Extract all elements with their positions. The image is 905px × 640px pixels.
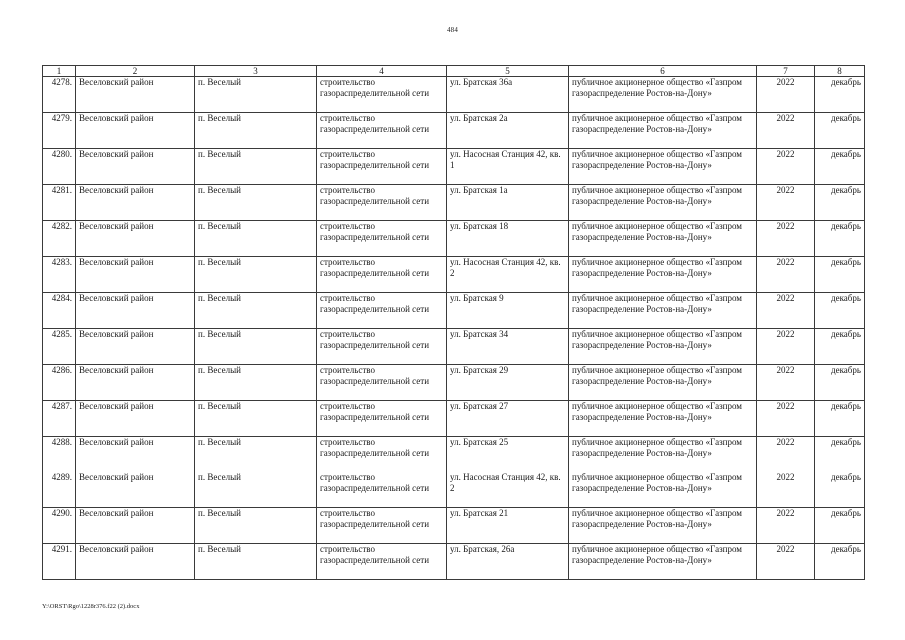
district-cell: Веселовский район xyxy=(76,77,195,113)
year-cell: 2022 xyxy=(757,508,815,544)
table-row xyxy=(43,77,865,113)
file-path: Y:\ORST\Rgo\1228r376.f22 (2).docx xyxy=(42,603,140,610)
address-cell: ул. Насосная Станция 42, кв. 1 xyxy=(447,149,569,185)
district-cell: Веселовский район xyxy=(76,472,195,508)
locality-cell: п. Веселый xyxy=(195,293,317,329)
month-cell: декабрь xyxy=(815,293,865,329)
year-cell: 2022 xyxy=(757,185,815,221)
month-cell: декабрь xyxy=(815,544,865,580)
address-cell: ул. Братская 34 xyxy=(447,329,569,365)
organization-cell: публичное акционерное общество «Газпром газораспределение Ростов-на-Дону» xyxy=(569,508,757,544)
district-cell: Веселовский район xyxy=(76,401,195,437)
column-header: 5 xyxy=(447,66,569,77)
locality-cell: п. Веселый xyxy=(195,149,317,185)
locality-cell: п. Веселый xyxy=(195,77,317,113)
month-cell: декабрь xyxy=(815,508,865,544)
work-type-cell: строительство газораспределительной сети xyxy=(317,329,447,365)
column-header: 8 xyxy=(815,66,865,77)
organization-cell: публичное акционерное общество «Газпром газораспределение Ростов-на-Дону» xyxy=(569,544,757,580)
address-cell: ул. Братская 29 xyxy=(447,365,569,401)
month-cell: декабрь xyxy=(815,113,865,149)
month-cell: декабрь xyxy=(815,401,865,437)
column-header: 7 xyxy=(757,66,815,77)
row-number: 4282. xyxy=(43,221,76,257)
table-row xyxy=(43,113,865,149)
month-cell: декабрь xyxy=(815,185,865,221)
table-row xyxy=(43,401,865,437)
row-number: 4289. xyxy=(43,472,76,508)
row-number: 4283. xyxy=(43,257,76,293)
year-cell: 2022 xyxy=(757,113,815,149)
table-row xyxy=(43,293,865,329)
table-row xyxy=(43,149,865,185)
month-cell: декабрь xyxy=(815,365,865,401)
address-cell: ул. Братская 1а xyxy=(447,185,569,221)
row-number: 4290. xyxy=(43,508,76,544)
table-row xyxy=(43,437,865,473)
organization-cell: публичное акционерное общество «Газпром газораспределение Ростов-на-Дону» xyxy=(569,257,757,293)
header-row xyxy=(43,66,865,77)
work-type-cell: строительство газораспределительной сети xyxy=(317,257,447,293)
table-row xyxy=(43,365,865,401)
district-cell: Веселовский район xyxy=(76,508,195,544)
month-cell: декабрь xyxy=(815,329,865,365)
table-row xyxy=(43,329,865,365)
row-number: 4291. xyxy=(43,544,76,580)
table-row xyxy=(43,185,865,221)
locality-cell: п. Веселый xyxy=(195,401,317,437)
organization-cell: публичное акционерное общество «Газпром газораспределение Ростов-на-Дону» xyxy=(569,113,757,149)
organization-cell: публичное акционерное общество «Газпром газораспределение Ростов-на-Дону» xyxy=(569,437,757,473)
district-cell: Веселовский район xyxy=(76,149,195,185)
work-type-cell: строительство газораспределительной сети xyxy=(317,185,447,221)
locality-cell: п. Веселый xyxy=(195,329,317,365)
work-type-cell: строительство газораспределительной сети xyxy=(317,365,447,401)
table-body xyxy=(43,77,865,580)
district-cell: Веселовский район xyxy=(76,185,195,221)
year-cell: 2022 xyxy=(757,329,815,365)
organization-cell: публичное акционерное общество «Газпром газораспределение Ростов-на-Дону» xyxy=(569,77,757,113)
work-type-cell: строительство газораспределительной сети xyxy=(317,77,447,113)
column-header: 3 xyxy=(195,66,317,77)
locality-cell: п. Веселый xyxy=(195,508,317,544)
locality-cell: п. Веселый xyxy=(195,544,317,580)
year-cell: 2022 xyxy=(757,401,815,437)
data-table xyxy=(42,65,865,580)
organization-cell: публичное акционерное общество «Газпром газораспределение Ростов-на-Дону» xyxy=(569,365,757,401)
table-row xyxy=(43,257,865,293)
year-cell: 2022 xyxy=(757,437,815,473)
column-header: 6 xyxy=(569,66,757,77)
locality-cell: п. Веселый xyxy=(195,185,317,221)
district-cell: Веселовский район xyxy=(76,257,195,293)
district-cell: Веселовский район xyxy=(76,113,195,149)
address-cell: ул. Братская 27 xyxy=(447,401,569,437)
table-row xyxy=(43,221,865,257)
row-number: 4278. xyxy=(43,77,76,113)
row-number: 4281. xyxy=(43,185,76,221)
locality-cell: п. Веселый xyxy=(195,437,317,473)
work-type-cell: строительство газораспределительной сети xyxy=(317,472,447,508)
row-number: 4279. xyxy=(43,113,76,149)
row-number: 4287. xyxy=(43,401,76,437)
row-number: 4286. xyxy=(43,365,76,401)
organization-cell: публичное акционерное общество «Газпром газораспределение Ростов-на-Дону» xyxy=(569,185,757,221)
organization-cell: публичное акционерное общество «Газпром газораспределение Ростов-на-Дону» xyxy=(569,149,757,185)
row-number: 4284. xyxy=(43,293,76,329)
work-type-cell: строительство газораспределительной сети xyxy=(317,508,447,544)
table-row xyxy=(43,544,865,580)
month-cell: декабрь xyxy=(815,77,865,113)
month-cell: декабрь xyxy=(815,472,865,508)
organization-cell: публичное акционерное общество «Газпром газораспределение Ростов-на-Дону» xyxy=(569,472,757,508)
address-cell: ул. Братская, 26а xyxy=(447,544,569,580)
work-type-cell: строительство газораспределительной сети xyxy=(317,401,447,437)
address-cell: ул. Насосная Станция 42, кв. 2 xyxy=(447,257,569,293)
organization-cell: публичное акционерное общество «Газпром газораспределение Ростов-на-Дону» xyxy=(569,221,757,257)
work-type-cell: строительство газораспределительной сети xyxy=(317,113,447,149)
locality-cell: п. Веселый xyxy=(195,472,317,508)
locality-cell: п. Веселый xyxy=(195,113,317,149)
column-header: 2 xyxy=(76,66,195,77)
month-cell: декабрь xyxy=(815,437,865,473)
year-cell: 2022 xyxy=(757,293,815,329)
organization-cell: публичное акционерное общество «Газпром газораспределение Ростов-на-Дону» xyxy=(569,329,757,365)
district-cell: Веселовский район xyxy=(76,544,195,580)
district-cell: Веселовский район xyxy=(76,437,195,473)
work-type-cell: строительство газораспределительной сети xyxy=(317,544,447,580)
organization-cell: публичное акционерное общество «Газпром газораспределение Ростов-на-Дону» xyxy=(569,401,757,437)
column-header: 1 xyxy=(43,66,76,77)
work-type-cell: строительство газораспределительной сети xyxy=(317,221,447,257)
work-type-cell: строительство газораспределительной сети xyxy=(317,149,447,185)
month-cell: декабрь xyxy=(815,221,865,257)
month-cell: декабрь xyxy=(815,257,865,293)
year-cell: 2022 xyxy=(757,149,815,185)
year-cell: 2022 xyxy=(757,472,815,508)
work-type-cell: строительство газораспределительной сети xyxy=(317,437,447,473)
year-cell: 2022 xyxy=(757,365,815,401)
address-cell: ул. Насосная Станция 42, кв. 2 xyxy=(447,472,569,508)
district-cell: Веселовский район xyxy=(76,221,195,257)
district-cell: Веселовский район xyxy=(76,293,195,329)
page-number: 484 xyxy=(446,26,459,34)
row-number: 4285. xyxy=(43,329,76,365)
month-cell: декабрь xyxy=(815,149,865,185)
work-type-cell: строительство газораспределительной сети xyxy=(317,293,447,329)
address-cell: ул. Братская 25 xyxy=(447,437,569,473)
year-cell: 2022 xyxy=(757,221,815,257)
table-row xyxy=(43,472,865,508)
district-cell: Веселовский район xyxy=(76,365,195,401)
address-cell: ул. Братская 21 xyxy=(447,508,569,544)
column-header: 4 xyxy=(317,66,447,77)
row-number: 4280. xyxy=(43,149,76,185)
year-cell: 2022 xyxy=(757,257,815,293)
address-cell: ул. Братская 36а xyxy=(447,77,569,113)
address-cell: ул. Братская 2а xyxy=(447,113,569,149)
locality-cell: п. Веселый xyxy=(195,365,317,401)
locality-cell: п. Веселый xyxy=(195,221,317,257)
row-number: 4288. xyxy=(43,437,76,473)
organization-cell: публичное акционерное общество «Газпром газораспределение Ростов-на-Дону» xyxy=(569,293,757,329)
table-row xyxy=(43,508,865,544)
year-cell: 2022 xyxy=(757,544,815,580)
year-cell: 2022 xyxy=(757,77,815,113)
address-cell: ул. Братская 18 xyxy=(447,221,569,257)
district-cell: Веселовский район xyxy=(76,329,195,365)
address-cell: ул. Братская 9 xyxy=(447,293,569,329)
locality-cell: п. Веселый xyxy=(195,257,317,293)
